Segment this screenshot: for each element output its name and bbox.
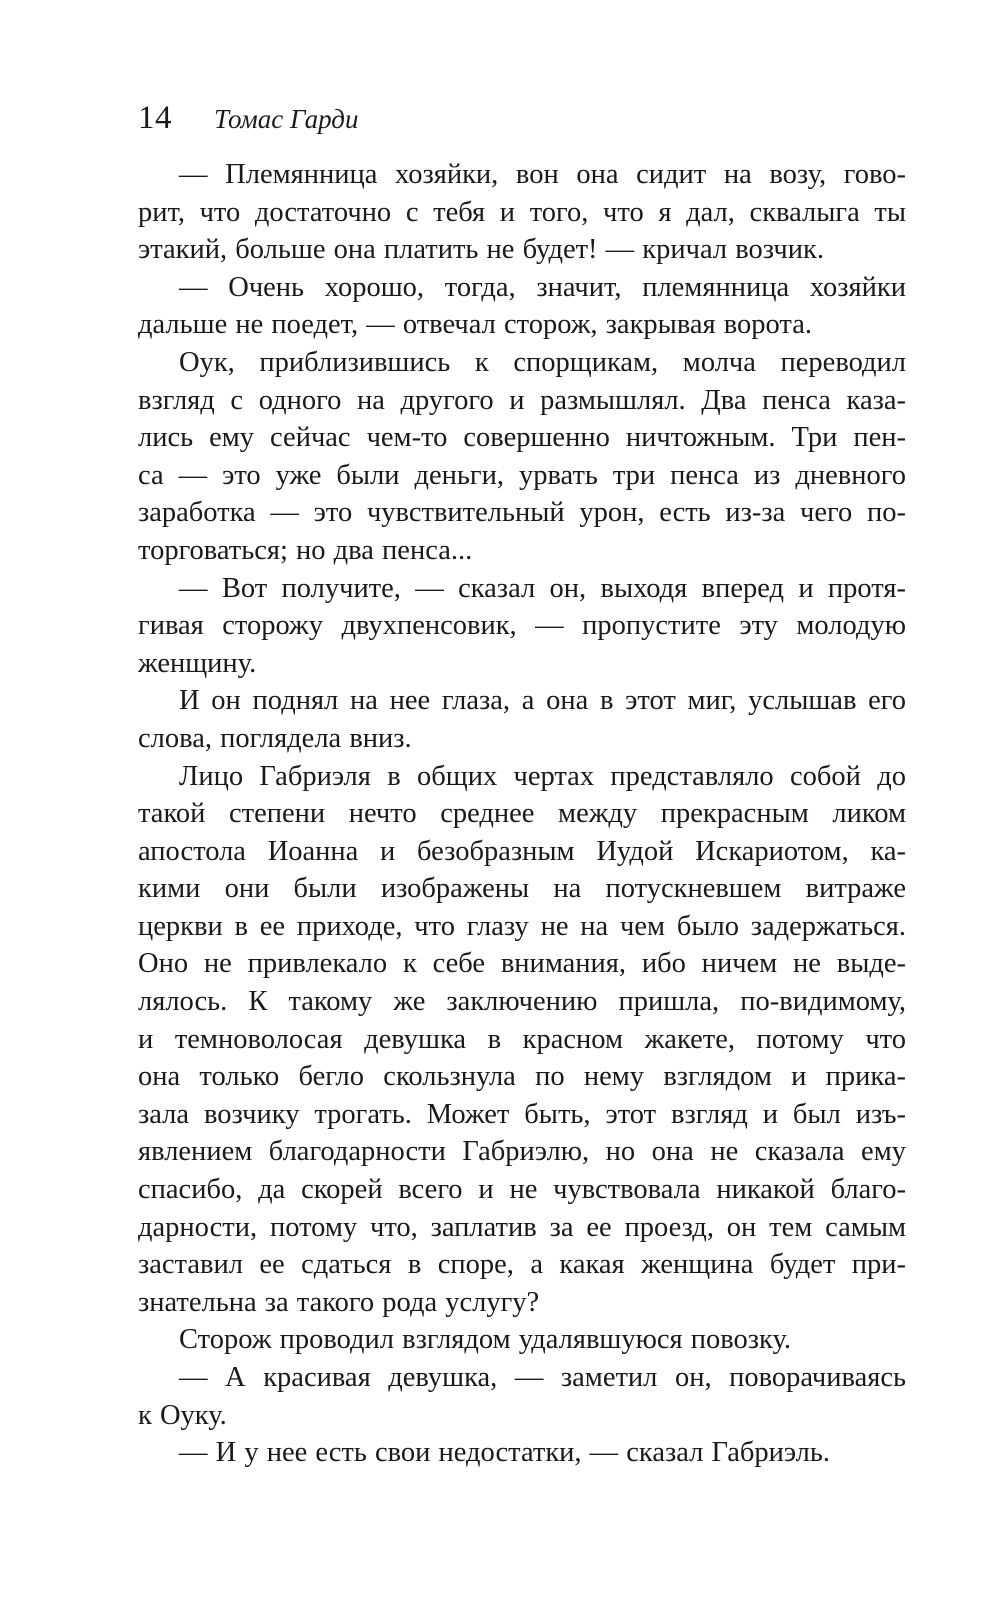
text-line: Лицо Габриэля в общих чертах представляло собой до (179, 760, 906, 792)
text-line: к Оуку. (138, 1399, 227, 1431)
text-line: взгляд с одного на другого и размышлял. Два пенса каза- (138, 384, 906, 416)
text-line: и темноволосая девушка в красном жакете, потому что (138, 1023, 906, 1055)
text-line: Оук, приблизившись к спорщикам, молча переводил (179, 346, 906, 378)
text-line: гивая сторожу двухпенсовик, — пропустите эту молодую (138, 610, 906, 642)
paragraph (138, 1434, 906, 1472)
text-line: женщину. (138, 647, 257, 679)
page-header (138, 100, 358, 150)
text-line: она только бегло скользнула по нему взглядом и прика- (138, 1061, 906, 1093)
paragraph (138, 758, 906, 1322)
paragraph (138, 344, 906, 570)
text-line: зала возчику трогать. Может быть, этот взгляд и был изъ- (138, 1098, 906, 1130)
text-line: дальше не поедет, — отвечал сторож, закрывая ворота. (138, 309, 813, 341)
text-line: заставил ее сдаться в споре, а какая женщина будет при- (138, 1249, 906, 1281)
text-line: — И у нее есть свои недостатки, — сказал Габриэль. (179, 1437, 830, 1469)
text-line: — Вот получите, — сказал он, выходя вперед и протя- (179, 572, 906, 604)
text-line: апостола Иоанна и безобразным Иудой Искариотом, ка- (138, 835, 906, 867)
text-line: торговаться; но два пенса... (138, 534, 473, 566)
text-line: этакий, больше она платить не будет! — кричал возчик. (138, 234, 824, 266)
text-line: — Племянница хозяйки, вон она сидит на возу, гово- (179, 159, 906, 190)
text-line: дарности, потому что, заплатив за ее проезд, он тем самым (138, 1211, 906, 1243)
text-line: Оно не привлекало к себе внимания, ибо ничем не выде- (138, 948, 906, 980)
text-line: такой степени нечто среднее между прекрасным ликом (138, 798, 906, 830)
paragraph (138, 156, 906, 269)
text-line: рит, что достаточно с тебя и того, что я дал, сквалыга ты (138, 196, 906, 228)
text-line: знательна за такого рода услугу? (138, 1286, 540, 1318)
text-line: явлением благодарности Габриэлю, но она не сказала ему (138, 1136, 906, 1168)
page-number: 14 (138, 100, 172, 136)
running-title: Томас Гарди (214, 104, 359, 134)
text-line: спасибо, да скорей всего и не чувствовала никакой благо- (138, 1174, 906, 1206)
text-line: — А красивая девушка, — заметил он, поворачиваясь (179, 1362, 906, 1393)
text-line: лялось. К такому же заключению пришла, по-видимому, (138, 986, 906, 1018)
text-line: церкви в ее приходе, что глазу не на чем было задержаться. (138, 910, 906, 942)
text-line: са — это уже были деньги, урвать три пенса из дневного (138, 459, 906, 491)
body-text (138, 156, 906, 1472)
text-line: слова, поглядела вниз. (138, 722, 412, 754)
text-line: заработка — это чувствительный урон, есть из-за чего по- (138, 497, 906, 529)
paragraph (138, 682, 906, 757)
text-line: И он поднял на нее глаза, а она в этот миг, услышав его (179, 685, 906, 717)
paragraph (138, 570, 906, 683)
text-line: Сторож проводил взглядом удалявшуюся повозку. (179, 1324, 792, 1356)
paragraph (138, 1359, 906, 1434)
text-line: лись ему сейчас чем-то совершенно ничтожным. Три пен- (138, 422, 906, 454)
paragraph (138, 1321, 906, 1359)
text-line: — Очень хорошо, тогда, значит, племянница хозяйки (179, 271, 906, 303)
text-line: кими они были изображены на потускневшем витраже (138, 873, 906, 905)
paragraph (138, 269, 906, 344)
